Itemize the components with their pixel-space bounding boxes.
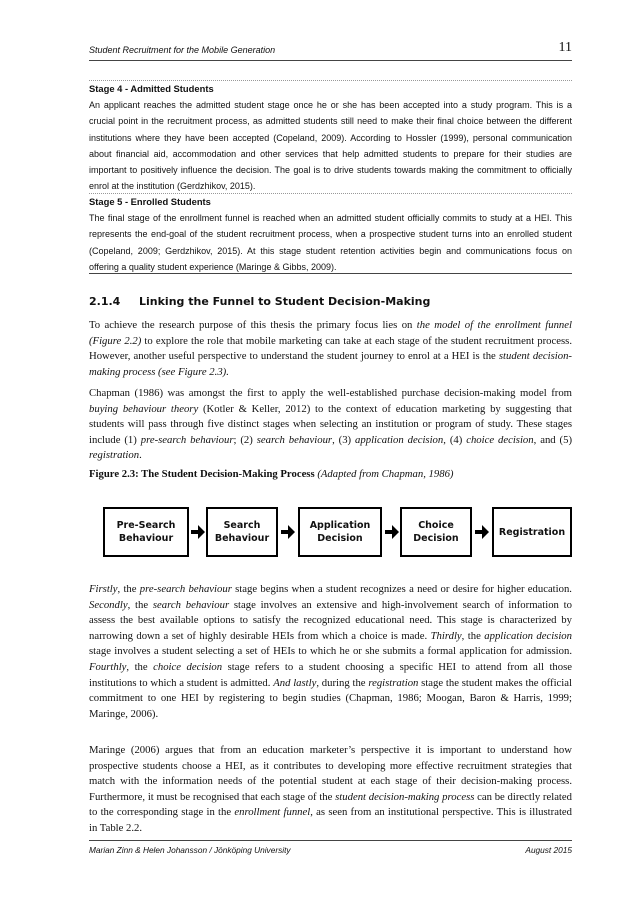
p4-text-e: , as seen from an institutional perspective. This is illustrated in Table 2.2.	[89, 806, 573, 834]
p3-text-d: stage begins when a student recognizes a need or desire for higher education.	[231, 583, 572, 595]
p2-text-g: , (3)	[332, 433, 356, 446]
p4-text-c: can be directly related to the corresponding stage in the	[89, 790, 572, 819]
p3-text-n: , the	[126, 660, 154, 673]
p3-text-t: stage the student makes the official commitment to one HEI by registering to begin studies (Chapman, 1986; Moogan, Baron & Harris, 1999; Maringe, 2006).	[89, 676, 572, 720]
p3-text-h: stage involves an extensive and high-involvement search of information to assess the best available options to satisfy the recognized educational need. This stage is characterized by narrowing down a set of highly desirable HEIs from which a choice is made.	[89, 598, 572, 642]
step-application-decision	[298, 507, 382, 557]
p2-text-c: (Kotler & Keller, 2012) to the context of education marketing by suggesting that students will pass through five distinct stages when selecting an institution or program of study. These stages include (1)	[89, 402, 572, 446]
p2-em-buying-behaviour: buying behaviour theory	[89, 402, 199, 415]
p3-text-b: , the	[117, 583, 140, 595]
p3-em-search: search behaviour	[152, 598, 230, 611]
section-heading	[89, 295, 572, 308]
p3-em-pre-search: pre-search behaviour	[139, 583, 232, 595]
p1-text-c: to explore the role that mobile marketing can take at each stage of the student recruitment process. However, another useful perspective to understand the student journey to enrol at a HEI is the	[89, 334, 573, 363]
stage5-block	[89, 195, 572, 275]
stage5-heading: Stage 5 - Enrolled Students	[89, 196, 211, 207]
stage4-top-divider	[89, 80, 572, 81]
header-rule	[89, 60, 572, 61]
step-3-line2: Decision	[317, 533, 363, 544]
p3-text-j: , the	[461, 629, 485, 642]
p2-em-search: search behaviour	[256, 433, 333, 446]
step-1-line2: Behaviour	[118, 533, 174, 544]
step-3-line1: Application	[309, 520, 371, 531]
figure-source: (Adapted from Chapman, 1986)	[317, 468, 454, 480]
p2-em-registration: registration	[89, 449, 140, 462]
p3-text-r: , during the	[316, 676, 369, 689]
p1-em-decision-process: student decision-making process (see Figure 2.3).	[89, 350, 572, 378]
p2-em-pre-search: pre-search behaviour	[140, 433, 234, 446]
p3-em-thirdly: Thirdly	[430, 629, 462, 642]
paragraph-3	[89, 582, 572, 722]
p3-text-p: stage refers to a student choosing a specific HEI to attend from all those institutions to which a student is admitted.	[89, 660, 572, 689]
step-2-line1: Search	[223, 520, 261, 531]
p3-em-choice: choice decision	[153, 660, 223, 673]
step-4-line2: Decision	[413, 533, 459, 544]
step-5-line1: Registration	[498, 526, 566, 538]
footer-date: August 2015	[525, 845, 572, 855]
p3-em-registration: registration	[368, 676, 419, 689]
p3-em-secondly: Secondly	[89, 598, 128, 611]
p1-text-a: To achieve the research purpose of this thesis the primary focus lies on	[89, 319, 417, 331]
p4-em-decision-process: student decision-making process	[335, 790, 475, 803]
step-2-line2: Behaviour	[214, 533, 270, 544]
p2-em-choice: choice decision	[466, 433, 534, 446]
step-search-behaviour	[206, 507, 278, 557]
figure-caption	[89, 468, 572, 480]
footer-authors: Marian Zinn & Helen Johansson / Jönköping University	[89, 845, 291, 855]
paragraph-2	[89, 386, 572, 464]
p3-em-fourthly: Fourthly	[89, 660, 127, 673]
p3-text-f: , the	[127, 598, 153, 611]
step-pre-search-behaviour	[103, 507, 189, 557]
footer-rule	[89, 840, 572, 841]
figure-label: Figure 2.3: The Student Decision-Making Process	[89, 468, 315, 480]
p3-em-firstly: Firstly	[89, 583, 118, 595]
step-choice-decision	[400, 507, 472, 557]
p2-text-i: , (4)	[443, 433, 467, 446]
arrow-right-icon	[475, 525, 489, 539]
section-number: 2.1.4	[89, 295, 121, 308]
arrow-right-icon	[281, 525, 295, 539]
p2-em-application: application decision	[355, 433, 444, 446]
p2-text-a: Chapman (1986) was amongst the first to apply the well-established purchase decision-making model from	[89, 387, 572, 399]
p3-em-and-lastly: And lastly	[273, 676, 317, 689]
running-header-title: Student Recruitment for the Mobile Generation	[89, 45, 276, 55]
step-1-line1: Pre-Search	[116, 520, 176, 531]
p4-text-a: Maringe (2006) argues that from an education marketer’s perspective it is important to understand how prospective students choose a HEI, as it contributes to developing more effective recruitment strategies that match with the information needs of the potential student at each stage of their decision-making process. Furthermore, it must be recognised that each stage of the	[89, 744, 572, 803]
p1-em-funnel: the model of the enrollment funnel (Figure 2.2)	[89, 319, 572, 347]
paragraph-1	[89, 318, 572, 380]
arrow-right-icon	[385, 525, 399, 539]
stage5-text: The final stage of the enrollment funnel is reached when an admitted student officially commits to study at a HEI. This represents the end-goal of the student recruitment process, when a prospective student turns into an enrolled student (Copeland, 2009; Gerdzhikov, 2015). At this stage student retention activities begin and communications focus on offering a quality student experience (Maringe & Gibbs, 2009).	[89, 213, 572, 272]
stage5-top-divider	[89, 193, 572, 194]
section-title: Linking the Funnel to Student Decision-Making	[139, 295, 431, 308]
page-number: 11	[558, 40, 572, 55]
step-registration	[492, 507, 572, 557]
p2-text-e: ; (2)	[233, 433, 257, 446]
stage4-block	[89, 82, 572, 195]
step-4-line1: Choice	[418, 520, 454, 531]
stage4-text: An applicant reaches the admitted student stage once he or she has been accepted into a study program. This is a crucial point in the recruitment process, as admitted students still need to make their final choice between the different institutions where they have been accepted (Copeland, 2009). According to Hossler (1999), personal communication about financial aid, accommodation and other services that help admitted students to prepare for their studies are important to positively influence the decision. The goal is to drive students towards making the commitment to officially enrol at the institution (Gerdzhikov, 2015).	[89, 100, 572, 192]
p4-em-enrollment-funnel: enrollment funnel	[234, 806, 311, 819]
p3-em-application: application decision	[484, 629, 572, 642]
decision-process-diagram	[103, 503, 573, 563]
p2-text-m: .	[139, 449, 142, 462]
stage-section-bottom-rule	[89, 273, 572, 274]
paragraph-4	[89, 743, 572, 837]
p3-text-l: stage involves a student selecting a set of HEIs to which he or she submits a formal application for admission.	[89, 645, 572, 658]
arrow-right-icon	[191, 525, 205, 539]
p2-text-k: , and (5)	[533, 433, 573, 446]
stage4-heading: Stage 4 - Admitted Students	[89, 83, 214, 94]
